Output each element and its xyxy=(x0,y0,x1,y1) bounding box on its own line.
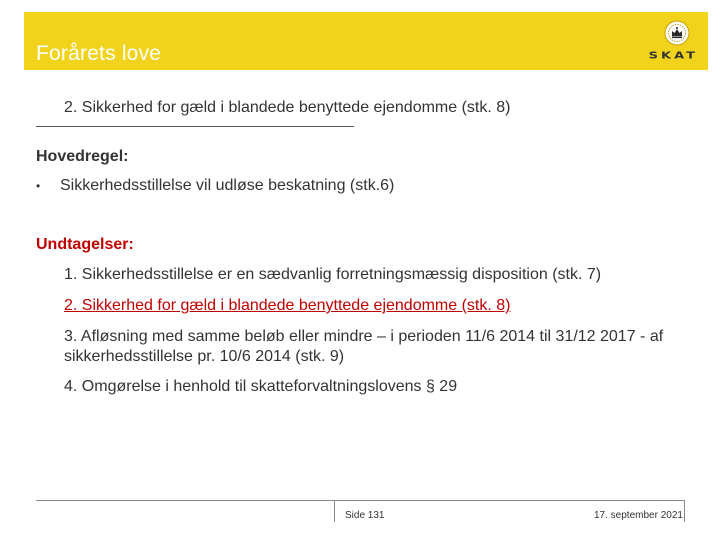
main-rule-heading: Hovedregel: xyxy=(36,148,129,165)
footer-separator xyxy=(684,500,685,522)
crown-emblem-icon xyxy=(664,20,690,46)
bullet-icon: • xyxy=(36,179,41,193)
slide-title: Forårets love xyxy=(36,42,162,65)
footer-divider xyxy=(36,500,684,501)
exception-item-2-link[interactable]: 2. Sikkerhed for gæld i blandede benyttede ejendomme (stk. 8) xyxy=(64,297,511,314)
exception-item-4: 4. Omgørelse i henhold til skatteforvaltningslovens § 29 xyxy=(64,378,458,395)
exception-item-1: 1. Sikkerhedsstillelse er en sædvanlig forretningsmæssig disposition (stk. 7) xyxy=(64,266,602,283)
logo-wordmark: SKAT xyxy=(648,50,698,62)
footer-separator xyxy=(334,500,335,522)
skat-logo xyxy=(626,20,698,66)
subtitle-divider xyxy=(36,126,354,127)
header-banner xyxy=(24,12,708,70)
page-number: Side 131 xyxy=(345,510,385,521)
exception-item-3: 3. Afløsning med samme beløb eller mindre – i perioden 11/6 2014 til 31/12 2017 - af sikkerhedsstillelse pr. 10/6 2014 (stk. 9) xyxy=(64,328,664,365)
exceptions-heading: Undtagelser: xyxy=(36,236,134,253)
slide-subtitle: 2. Sikkerhed for gæld i blandede benyttede ejendomme (stk. 8) xyxy=(64,99,511,116)
footer-date: 17. september 2021 xyxy=(594,510,683,521)
bullet-text: Sikkerhedsstillelse vil udløse beskatning (stk.6) xyxy=(60,177,395,194)
